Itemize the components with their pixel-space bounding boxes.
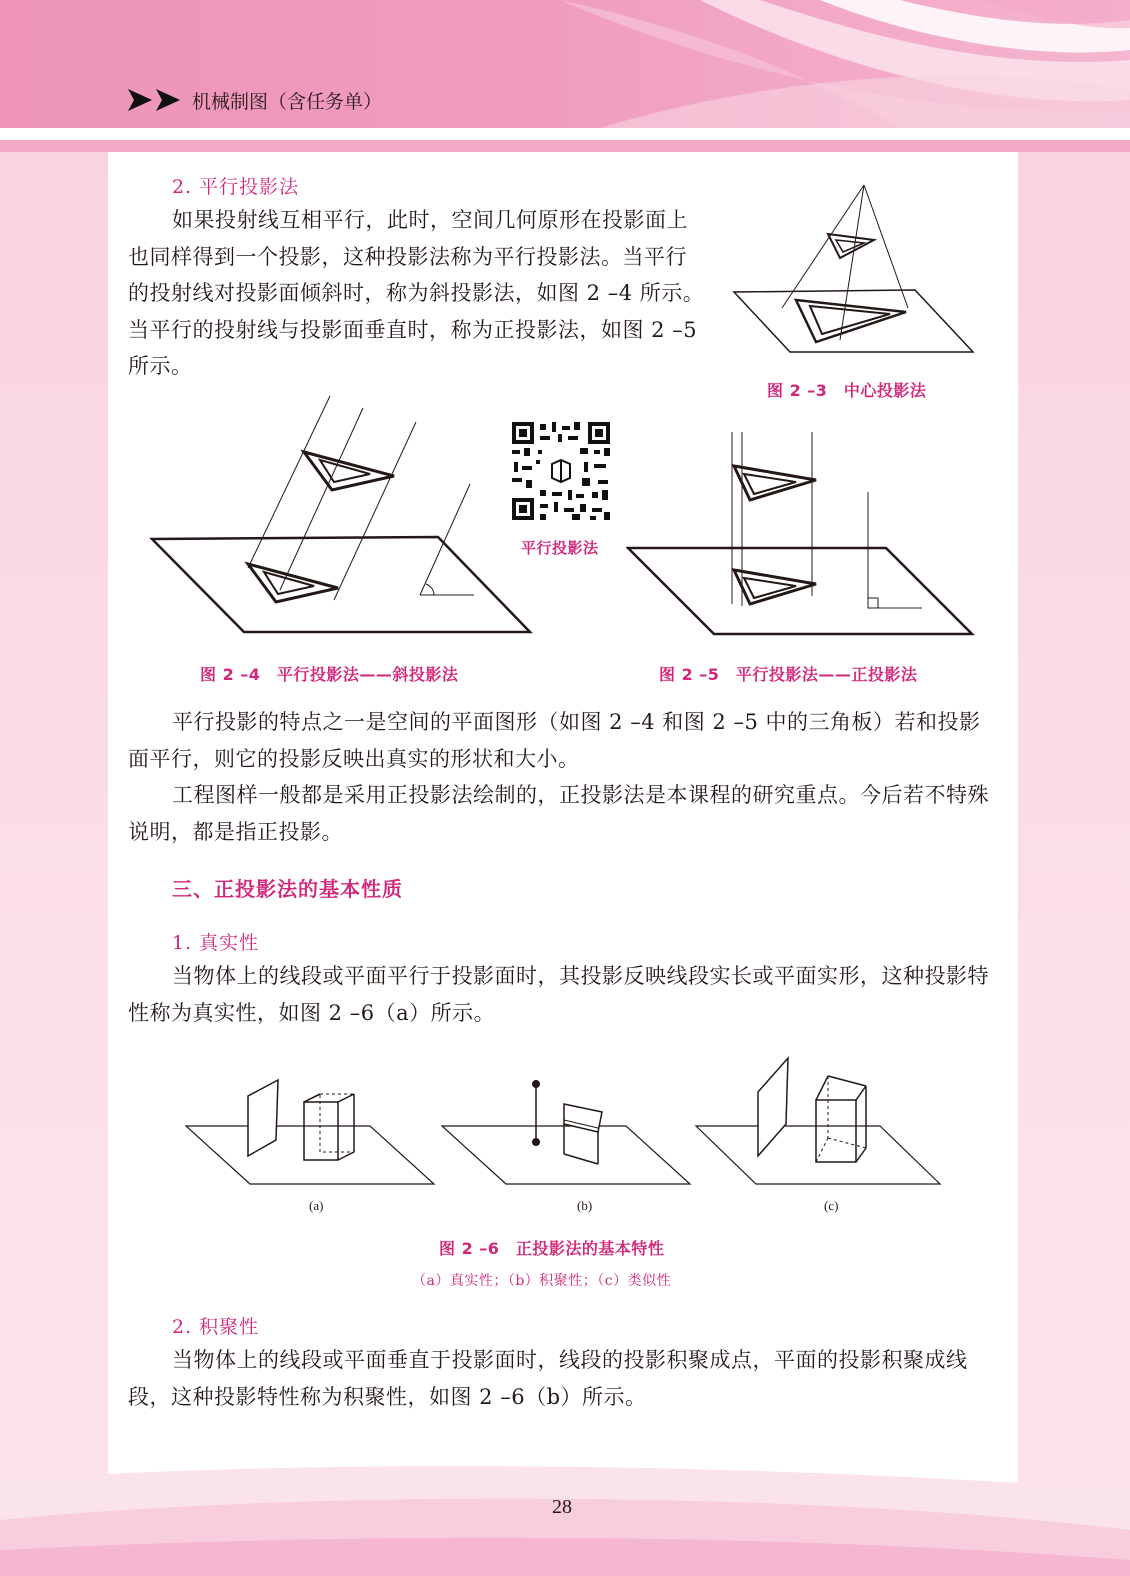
qr-label: 平行投影法 [521, 539, 599, 557]
figure-central-projection [730, 180, 980, 360]
text-line: 平行投影的特点之一是空间的平面图形（如图 2 –4 和图 2 –5 中的三角板）若和投影 [172, 710, 981, 734]
header-book-title [128, 86, 382, 114]
page-number: 28 [552, 1496, 572, 1518]
caption-fig-2-5: 图 2 –5 平行投影法——正投影法 [659, 665, 918, 684]
text-line: 如果投射线互相平行，此时，空间几何原形在投影面上 [172, 208, 688, 232]
caption-fig-2-6: 图 2 –6 正投影法的基本特性 [439, 1239, 665, 1258]
paragraph-truth [128, 958, 1000, 1031]
text-line: 工程图样一般都是采用正投影法绘制的，正投影法是本课程的研究重点。今后若不特殊 [172, 783, 989, 807]
text-line: 性称为真实性，如图 2 –6（a）所示。 [128, 1000, 496, 1025]
qr-code-icon[interactable] [510, 420, 612, 522]
book-title-text: 机械制图（含任务单） [192, 90, 383, 113]
caption-fig-2-3: 图 2 –3 中心投影法 [767, 381, 927, 400]
paragraph-parallel-feature [128, 704, 1000, 850]
subcaption-fig-2-6: （a）真实性；（b）积聚性；（c）类似性 [412, 1273, 672, 1289]
double-arrow-icon [128, 87, 184, 113]
text-line: 也同样得到一个投影，这种投影法称为平行投影法。当平行 [128, 244, 687, 269]
text-line: 说明，都是指正投影。 [128, 819, 343, 844]
text-line: 当物体上的线段或平面平行于投影面时，其投影反映线段实长或平面实形，这种投影特 [172, 964, 989, 988]
text-line: 所示。 [128, 354, 193, 378]
figure-2-6-c [694, 1054, 948, 1188]
text-line: 段，这种投影特性称为积聚性，如图 2 –6（b）所示。 [128, 1384, 647, 1409]
text-line: 当平行的投射线与投影面垂直时，称为正投影法，如图 2 –5 [128, 317, 698, 342]
figure-2-6-a [184, 1076, 438, 1188]
paragraph-parallel-projection [128, 202, 718, 385]
label-fig-2-6-c: (c) [824, 1198, 839, 1213]
heading-accumulate: 2. 积聚性 [172, 1316, 260, 1338]
heading-parallel-projection: 2. 平行投影法 [172, 176, 300, 198]
label-fig-2-6-a: (a) [309, 1198, 324, 1213]
figure-2-6-b [440, 1076, 694, 1188]
figure-orthographic-projection [626, 428, 976, 640]
text-line: 当物体上的线段或平面垂直于投影面时，线段的投影积聚成点，平面的投影积聚成线 [172, 1348, 968, 1372]
right-margin-band [1018, 152, 1130, 1576]
label-fig-2-6-b: (b) [577, 1198, 593, 1213]
caption-fig-2-4: 图 2 –4 平行投影法——斜投影法 [200, 665, 459, 684]
paragraph-accumulate [128, 1342, 1000, 1415]
header-strip [0, 140, 1130, 152]
heading-orthographic-properties: 三、正投影法的基本性质 [172, 877, 403, 901]
page-header [0, 0, 1130, 128]
left-margin-band [0, 152, 108, 1576]
text-line: 面平行，则它的投影反映出真实的形状和大小。 [128, 746, 580, 771]
figure-oblique-projection [148, 394, 538, 639]
text-line: 的投射线对投影面倾斜时，称为斜投影法，如图 2 –4 所示。 [128, 281, 705, 305]
heading-truth: 1. 真实性 [172, 932, 260, 954]
